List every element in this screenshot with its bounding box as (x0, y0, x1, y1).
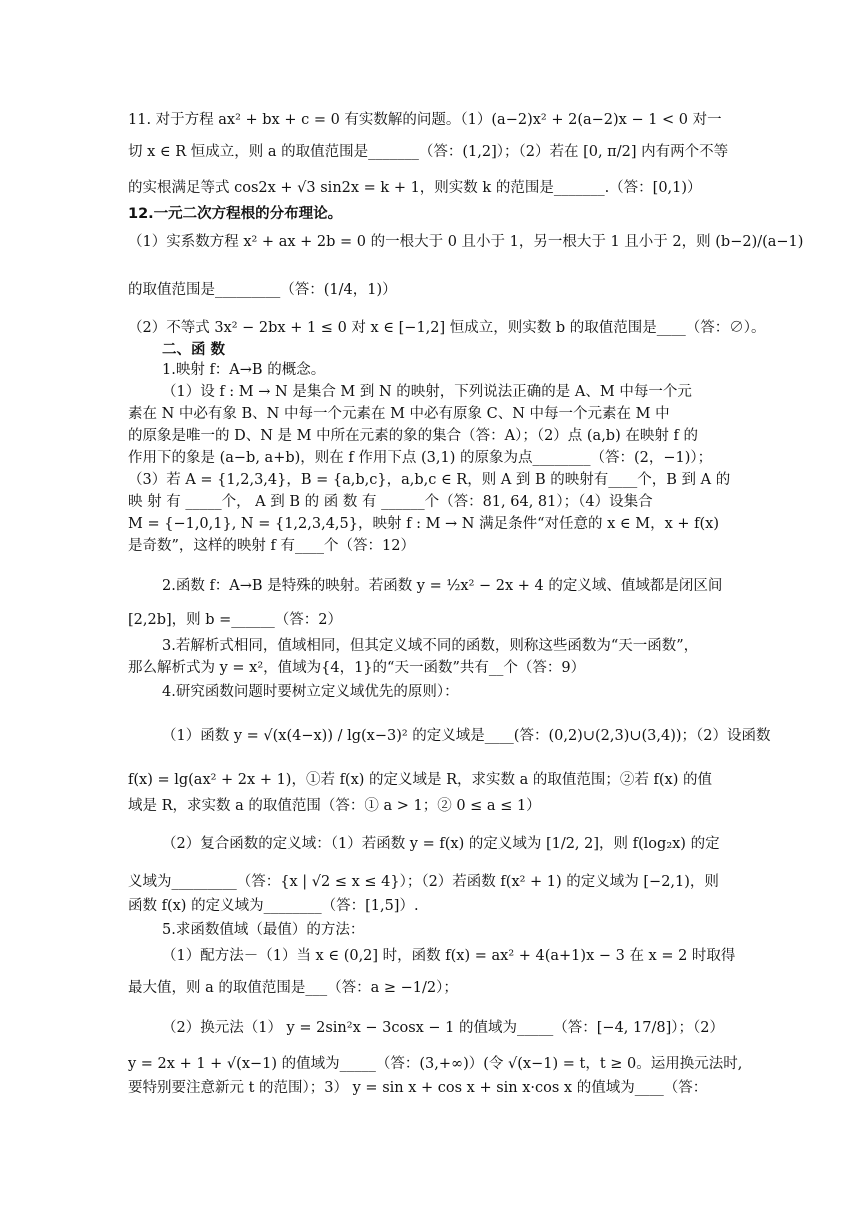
text-line: 切 x ∈ R 恒成立，则 a 的取值范围是_______（答：(1,2]）；（2）若在 [0, π/2] 内有两个不等 (128, 144, 729, 160)
text-line: M = {−1,0,1}, N = {1,2,3,4,5}，映射 f : M → N 满足条件“对任意的 x ∈ M，x + f(x) (128, 516, 719, 532)
text-line: y = 2x + 1 + √(x−1) 的值域为_____（答：(3,+∞)）(令 √(x−1) = t，t ≥ 0。运用换元法时, (128, 1056, 743, 1072)
text-line: 函数 f(x) 的定义域为________（答：[1,5]）. (128, 898, 419, 914)
text-line: 2.函数 f：A→B 是特殊的映射。若函数 y = ½x² − 2x + 4 的定义域、值域都是闭区间 (162, 578, 723, 594)
chapter-heading: 二、函 数 (162, 342, 226, 358)
text-line: （3）若 A = {1,2,3,4}，B = {a,b,c}，a,b,c ∈ R，则 A 到 B 的映射有____个，B 到 A 的 (128, 472, 731, 488)
text-line: 的实根满足等式 cos2x + √3 sin2x = k + 1，则实数 k 的范围是_______.（答：[0,1)） (128, 180, 702, 196)
text-line: （1）设 f : M → N 是集合 M 到 N 的映射，下列说法正确的是 A、M 中每一个元 (162, 384, 692, 400)
text-line: （2）不等式 3x² − 2bx + 1 ≤ 0 对 x ∈ [−1,2] 恒成立，则实数 b 的取值范围是____（答：∅）。 (128, 320, 766, 336)
text-line: 义域为_________（答：{x | √2 ≤ x ≤ 4}）；（2）若函数 f(x² + 1) 的定义域为 [−2,1)，则 (128, 874, 719, 890)
text-line: （1）实系数方程 x² + ax + 2b = 0 的一根大于 0 且小于 1，另一根大于 1 且小于 2，则 (b−2)/(a−1) (128, 234, 804, 250)
text-line: 域是 R，求实数 a 的取值范围（答：① a > 1；② 0 ≤ a ≤ 1） (128, 798, 541, 814)
text-line: 4.研究函数问题时要树立定义域优先的原则）： (162, 684, 459, 700)
text-line: 映 射 有 _____个， A 到 B 的 函 数 有 ______个（答：81, 64, 81）；（4）设集合 (128, 494, 653, 510)
text-line: 素在 N 中必有象 B、N 中每一个元素在 M 中必有原象 C、N 中每一个元素在 M 中 (128, 406, 670, 422)
text-line: 3.若解析式相同，值域相同，但其定义域不同的函数，则称这些函数为“天一函数”， (162, 638, 699, 654)
text-line: （1）配方法－（1）当 x ∈ (0,2] 时，函数 f(x) = ax² + 4(a+1)x − 3 在 x = 2 时取得 (162, 948, 736, 964)
text-line: （2）复合函数的定义域：（1）若函数 y = f(x) 的定义域为 [1/2, 2]，则 f(log₂x) 的定 (162, 836, 720, 852)
text-line: 最大值，则 a 的取值范围是___（答：a ≥ −1/2）； (128, 980, 458, 996)
text-line: （1）函数 y = √(x(4−x)) / lg(x−3)² 的定义域是____(答：(0,2)∪(2,3)∪(3,4))；（2）设函数 (162, 728, 771, 744)
text-line: 是奇数”，这样的映射 f 有____个（答：12） (128, 538, 415, 554)
text-line: 的原象是唯一的 D、N 是 M 中所在元素的象的集合（答：A）；（2）点 (a,b) 在映射 f 的 (128, 428, 698, 444)
text-line: 5.求函数值域（最值）的方法： (162, 922, 365, 938)
text-line: 1.映射 f：A→B 的概念。 (162, 362, 326, 378)
text-line: [2,2b]，则 b =______（答：2） (128, 612, 343, 628)
text-line: 作用下的象是 (a−b, a+b)，则在 f 作用下点 (3,1) 的原象为点________（答：(2，−1)）； (128, 450, 713, 466)
text-line: 的取值范围是_________（答：(1/4，1)） (128, 282, 397, 298)
text-line: f(x) = lg(ax² + 2x + 1)，①若 f(x) 的定义域是 R，求实数 a 的取值范围；②若 f(x) 的值 (128, 772, 712, 788)
text-line: 11. 对于方程 ax² + bx + c = 0 有实数解的问题。（1）(a−2)x² + 2(a−2)x − 1 < 0 对一 (128, 112, 722, 128)
text-line: （2）换元法（1） y = 2sin²x − 3cosx − 1 的值域为_____（答：[−4, 17/8]）；（2） (162, 1020, 724, 1036)
section-heading: 12.一元二次方程根的分布理论。 (128, 206, 343, 222)
text-line: 那么解析式为 y = x²，值域为{4，1}的“天一函数”共有__个（答：9） (128, 660, 586, 676)
text-line: 要特别要注意新元 t 的范围）；3） y = sin x + cos x + sin x·cos x 的值域为____（答： (128, 1080, 708, 1096)
